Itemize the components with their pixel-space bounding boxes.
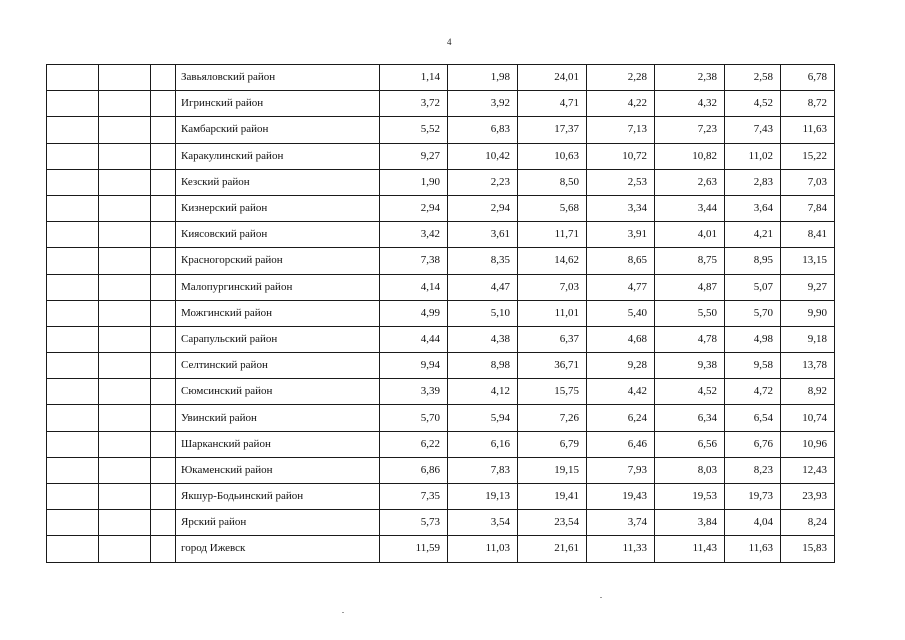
value-cell: 7,03 bbox=[518, 274, 587, 300]
value-cell: 19,15 bbox=[518, 457, 587, 483]
value-cell: 2,63 bbox=[655, 169, 725, 195]
empty-cell bbox=[99, 379, 151, 405]
value-cell: 2,83 bbox=[725, 169, 781, 195]
table-row bbox=[47, 195, 835, 221]
value-cell: 6,34 bbox=[655, 405, 725, 431]
district-name-cell: Камбарский район bbox=[176, 117, 380, 143]
value-cell: 23,54 bbox=[518, 510, 587, 536]
value-cell: 11,03 bbox=[448, 536, 518, 562]
value-cell: 3,39 bbox=[380, 379, 448, 405]
district-name-cell: Якшур-Бодьинский район bbox=[176, 484, 380, 510]
empty-cell bbox=[99, 143, 151, 169]
empty-cell bbox=[47, 379, 99, 405]
value-cell: 5,94 bbox=[448, 405, 518, 431]
value-cell: 2,94 bbox=[448, 195, 518, 221]
value-cell: 11,43 bbox=[655, 536, 725, 562]
value-cell: 17,37 bbox=[518, 117, 587, 143]
value-cell: 3,91 bbox=[587, 222, 655, 248]
value-cell: 3,34 bbox=[587, 195, 655, 221]
empty-cell bbox=[99, 91, 151, 117]
value-cell: 2,28 bbox=[587, 65, 655, 91]
empty-cell bbox=[151, 143, 176, 169]
value-cell: 1,14 bbox=[380, 65, 448, 91]
empty-cell bbox=[99, 65, 151, 91]
value-cell: 4,78 bbox=[655, 326, 725, 352]
value-cell: 4,87 bbox=[655, 274, 725, 300]
empty-cell bbox=[151, 536, 176, 562]
empty-cell bbox=[47, 222, 99, 248]
table-row bbox=[47, 484, 835, 510]
value-cell: 9,38 bbox=[655, 353, 725, 379]
value-cell: 6,16 bbox=[448, 431, 518, 457]
value-cell: 4,47 bbox=[448, 274, 518, 300]
table-row bbox=[47, 326, 835, 352]
value-cell: 11,01 bbox=[518, 300, 587, 326]
value-cell: 5,68 bbox=[518, 195, 587, 221]
table-row bbox=[47, 169, 835, 195]
table-row bbox=[47, 274, 835, 300]
value-cell: 5,70 bbox=[380, 405, 448, 431]
empty-cell bbox=[151, 91, 176, 117]
table-row bbox=[47, 510, 835, 536]
value-cell: 7,93 bbox=[587, 457, 655, 483]
tariff-table bbox=[46, 64, 835, 563]
value-cell: 8,98 bbox=[448, 353, 518, 379]
value-cell: 3,42 bbox=[380, 222, 448, 248]
empty-cell bbox=[151, 222, 176, 248]
table-row bbox=[47, 143, 835, 169]
table-body bbox=[47, 65, 835, 563]
value-cell: 4,42 bbox=[587, 379, 655, 405]
value-cell: 19,13 bbox=[448, 484, 518, 510]
value-cell: 12,43 bbox=[781, 457, 835, 483]
value-cell: 8,50 bbox=[518, 169, 587, 195]
empty-cell bbox=[47, 65, 99, 91]
value-cell: 6,76 bbox=[725, 431, 781, 457]
value-cell: 4,22 bbox=[587, 91, 655, 117]
empty-cell bbox=[151, 195, 176, 221]
value-cell: 11,59 bbox=[380, 536, 448, 562]
value-cell: 4,71 bbox=[518, 91, 587, 117]
table-row bbox=[47, 353, 835, 379]
value-cell: 9,90 bbox=[781, 300, 835, 326]
empty-cell bbox=[47, 484, 99, 510]
value-cell: 5,10 bbox=[448, 300, 518, 326]
district-name-cell: Малопургинский район bbox=[176, 274, 380, 300]
empty-cell bbox=[151, 248, 176, 274]
value-cell: 3,54 bbox=[448, 510, 518, 536]
value-cell: 5,50 bbox=[655, 300, 725, 326]
district-name-cell: Кизнерский район bbox=[176, 195, 380, 221]
value-cell: 4,32 bbox=[655, 91, 725, 117]
value-cell: 8,35 bbox=[448, 248, 518, 274]
value-cell: 19,41 bbox=[518, 484, 587, 510]
value-cell: 2,53 bbox=[587, 169, 655, 195]
value-cell: 2,23 bbox=[448, 169, 518, 195]
district-name-cell: Ярский район bbox=[176, 510, 380, 536]
value-cell: 4,99 bbox=[380, 300, 448, 326]
value-cell: 13,78 bbox=[781, 353, 835, 379]
value-cell: 23,93 bbox=[781, 484, 835, 510]
value-cell: 19,73 bbox=[725, 484, 781, 510]
value-cell: 6,79 bbox=[518, 431, 587, 457]
value-cell: 6,56 bbox=[655, 431, 725, 457]
value-cell: 2,38 bbox=[655, 65, 725, 91]
value-cell: 36,71 bbox=[518, 353, 587, 379]
value-cell: 4,38 bbox=[448, 326, 518, 352]
value-cell: 14,62 bbox=[518, 248, 587, 274]
value-cell: 5,52 bbox=[380, 117, 448, 143]
empty-cell bbox=[47, 91, 99, 117]
value-cell: 7,83 bbox=[448, 457, 518, 483]
district-name-cell: Сюмсинский район bbox=[176, 379, 380, 405]
table-row bbox=[47, 536, 835, 562]
empty-cell bbox=[47, 353, 99, 379]
value-cell: 2,58 bbox=[725, 65, 781, 91]
value-cell: 3,61 bbox=[448, 222, 518, 248]
value-cell: 6,37 bbox=[518, 326, 587, 352]
value-cell: 9,18 bbox=[781, 326, 835, 352]
district-name-cell: Киясовский район bbox=[176, 222, 380, 248]
value-cell: 10,63 bbox=[518, 143, 587, 169]
value-cell: 6,83 bbox=[448, 117, 518, 143]
value-cell: 4,21 bbox=[725, 222, 781, 248]
value-cell: 9,94 bbox=[380, 353, 448, 379]
empty-cell bbox=[99, 457, 151, 483]
value-cell: 8,75 bbox=[655, 248, 725, 274]
empty-cell bbox=[99, 195, 151, 221]
value-cell: 4,12 bbox=[448, 379, 518, 405]
value-cell: 11,71 bbox=[518, 222, 587, 248]
empty-cell bbox=[47, 117, 99, 143]
empty-cell bbox=[99, 117, 151, 143]
empty-cell bbox=[99, 326, 151, 352]
table-row bbox=[47, 379, 835, 405]
empty-cell bbox=[151, 65, 176, 91]
value-cell: 3,74 bbox=[587, 510, 655, 536]
table-row bbox=[47, 405, 835, 431]
value-cell: 15,83 bbox=[781, 536, 835, 562]
value-cell: 7,84 bbox=[781, 195, 835, 221]
district-name-cell: Красногорский район bbox=[176, 248, 380, 274]
value-cell: 1,90 bbox=[380, 169, 448, 195]
district-name-cell: Шарканский район bbox=[176, 431, 380, 457]
value-cell: 6,22 bbox=[380, 431, 448, 457]
empty-cell bbox=[99, 510, 151, 536]
empty-cell bbox=[99, 484, 151, 510]
value-cell: 4,44 bbox=[380, 326, 448, 352]
value-cell: 9,28 bbox=[587, 353, 655, 379]
empty-cell bbox=[151, 117, 176, 143]
district-name-cell: Завьяловский район bbox=[176, 65, 380, 91]
empty-cell bbox=[151, 379, 176, 405]
empty-cell bbox=[47, 143, 99, 169]
value-cell: 11,33 bbox=[587, 536, 655, 562]
value-cell: 7,43 bbox=[725, 117, 781, 143]
empty-cell bbox=[99, 300, 151, 326]
value-cell: 6,86 bbox=[380, 457, 448, 483]
value-cell: 4,04 bbox=[725, 510, 781, 536]
empty-cell bbox=[151, 353, 176, 379]
district-name-cell: Каракулинский район bbox=[176, 143, 380, 169]
value-cell: 13,15 bbox=[781, 248, 835, 274]
empty-cell bbox=[47, 326, 99, 352]
value-cell: 5,73 bbox=[380, 510, 448, 536]
empty-cell bbox=[47, 169, 99, 195]
value-cell: 19,43 bbox=[587, 484, 655, 510]
scan-mark bbox=[342, 612, 344, 613]
table-row bbox=[47, 300, 835, 326]
value-cell: 15,75 bbox=[518, 379, 587, 405]
value-cell: 10,96 bbox=[781, 431, 835, 457]
value-cell: 11,02 bbox=[725, 143, 781, 169]
empty-cell bbox=[151, 457, 176, 483]
value-cell: 4,72 bbox=[725, 379, 781, 405]
value-cell: 6,54 bbox=[725, 405, 781, 431]
value-cell: 10,42 bbox=[448, 143, 518, 169]
value-cell: 1,98 bbox=[448, 65, 518, 91]
value-cell: 5,70 bbox=[725, 300, 781, 326]
value-cell: 7,23 bbox=[655, 117, 725, 143]
table-row bbox=[47, 117, 835, 143]
empty-cell bbox=[151, 300, 176, 326]
empty-cell bbox=[47, 405, 99, 431]
value-cell: 9,58 bbox=[725, 353, 781, 379]
value-cell: 10,74 bbox=[781, 405, 835, 431]
value-cell: 4,77 bbox=[587, 274, 655, 300]
empty-cell bbox=[99, 353, 151, 379]
value-cell: 9,27 bbox=[380, 143, 448, 169]
empty-cell bbox=[47, 536, 99, 562]
empty-cell bbox=[99, 405, 151, 431]
table-row bbox=[47, 65, 835, 91]
value-cell: 6,78 bbox=[781, 65, 835, 91]
value-cell: 5,07 bbox=[725, 274, 781, 300]
value-cell: 11,63 bbox=[725, 536, 781, 562]
value-cell: 2,94 bbox=[380, 195, 448, 221]
empty-cell bbox=[99, 248, 151, 274]
empty-cell bbox=[151, 405, 176, 431]
value-cell: 3,44 bbox=[655, 195, 725, 221]
empty-cell bbox=[151, 484, 176, 510]
value-cell: 3,72 bbox=[380, 91, 448, 117]
empty-cell bbox=[151, 169, 176, 195]
value-cell: 3,64 bbox=[725, 195, 781, 221]
value-cell: 21,61 bbox=[518, 536, 587, 562]
value-cell: 15,22 bbox=[781, 143, 835, 169]
empty-cell bbox=[99, 169, 151, 195]
value-cell: 8,65 bbox=[587, 248, 655, 274]
value-cell: 8,72 bbox=[781, 91, 835, 117]
table-row bbox=[47, 222, 835, 248]
value-cell: 7,13 bbox=[587, 117, 655, 143]
district-name-cell: Увинский район bbox=[176, 405, 380, 431]
value-cell: 4,14 bbox=[380, 274, 448, 300]
table-row bbox=[47, 457, 835, 483]
value-cell: 7,35 bbox=[380, 484, 448, 510]
empty-cell bbox=[151, 326, 176, 352]
value-cell: 19,53 bbox=[655, 484, 725, 510]
value-cell: 4,01 bbox=[655, 222, 725, 248]
value-cell: 4,68 bbox=[587, 326, 655, 352]
empty-cell bbox=[47, 431, 99, 457]
value-cell: 9,27 bbox=[781, 274, 835, 300]
empty-cell bbox=[99, 274, 151, 300]
table-row bbox=[47, 431, 835, 457]
empty-cell bbox=[47, 457, 99, 483]
district-name-cell: город Ижевск bbox=[176, 536, 380, 562]
value-cell: 5,40 bbox=[587, 300, 655, 326]
empty-cell bbox=[47, 195, 99, 221]
value-cell: 7,26 bbox=[518, 405, 587, 431]
value-cell: 10,82 bbox=[655, 143, 725, 169]
district-name-cell: Сарапульский район bbox=[176, 326, 380, 352]
district-name-cell: Можгинский район bbox=[176, 300, 380, 326]
value-cell: 7,03 bbox=[781, 169, 835, 195]
value-cell: 4,52 bbox=[725, 91, 781, 117]
value-cell: 8,23 bbox=[725, 457, 781, 483]
empty-cell bbox=[47, 510, 99, 536]
value-cell: 11,63 bbox=[781, 117, 835, 143]
value-cell: 8,03 bbox=[655, 457, 725, 483]
value-cell: 3,92 bbox=[448, 91, 518, 117]
district-name-cell: Игринский район bbox=[176, 91, 380, 117]
district-name-cell: Кезский район bbox=[176, 169, 380, 195]
empty-cell bbox=[151, 431, 176, 457]
value-cell: 8,92 bbox=[781, 379, 835, 405]
district-name-cell: Селтинский район bbox=[176, 353, 380, 379]
empty-cell bbox=[151, 510, 176, 536]
value-cell: 3,84 bbox=[655, 510, 725, 536]
empty-cell bbox=[99, 222, 151, 248]
page-number: 4 bbox=[447, 37, 452, 47]
empty-cell bbox=[99, 431, 151, 457]
empty-cell bbox=[151, 274, 176, 300]
district-name-cell: Юкаменский район bbox=[176, 457, 380, 483]
value-cell: 6,46 bbox=[587, 431, 655, 457]
value-cell: 8,95 bbox=[725, 248, 781, 274]
empty-cell bbox=[47, 248, 99, 274]
value-cell: 24,01 bbox=[518, 65, 587, 91]
scan-mark bbox=[600, 597, 602, 598]
value-cell: 10,72 bbox=[587, 143, 655, 169]
value-cell: 8,24 bbox=[781, 510, 835, 536]
value-cell: 4,52 bbox=[655, 379, 725, 405]
value-cell: 8,41 bbox=[781, 222, 835, 248]
value-cell: 4,98 bbox=[725, 326, 781, 352]
value-cell: 6,24 bbox=[587, 405, 655, 431]
value-cell: 7,38 bbox=[380, 248, 448, 274]
empty-cell bbox=[47, 274, 99, 300]
empty-cell bbox=[47, 300, 99, 326]
table-row bbox=[47, 91, 835, 117]
empty-cell bbox=[99, 536, 151, 562]
table-row bbox=[47, 248, 835, 274]
